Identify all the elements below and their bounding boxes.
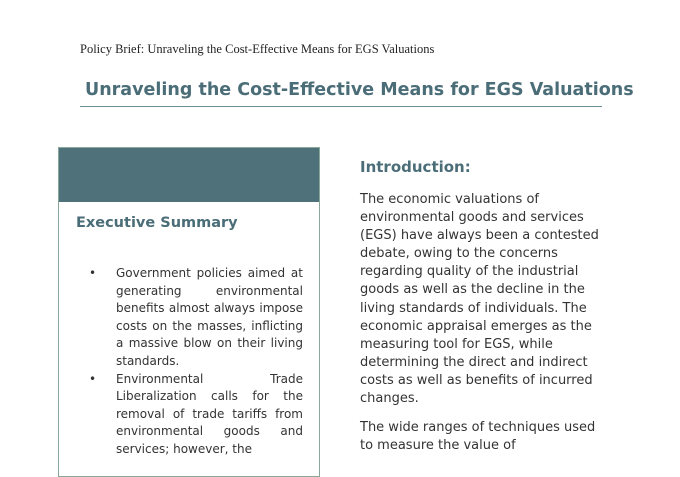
list-item bbox=[89, 265, 303, 371]
document-title: Unraveling the Cost-Effective Means for EGS Valuations bbox=[85, 80, 634, 100]
executive-summary-banner bbox=[59, 148, 319, 202]
executive-summary-heading: Executive Summary bbox=[76, 215, 238, 231]
introduction-heading: Introduction: bbox=[360, 158, 471, 176]
executive-summary-box bbox=[58, 147, 320, 477]
introduction-paragraph: The wide ranges of techniques used to measure the value of bbox=[360, 420, 596, 454]
introduction-paragraph: The economic valuations of environmental goods and services (EGS) have always been a contested debate, owing to the concerns regarding quality of the industrial goods as well as the decline in the living standards of individuals. The economic appraisal emerges as the measuring tool for EGS, while determining the direct and indirect costs as well as benefits of incurred changes. bbox=[360, 192, 599, 407]
running-header: Policy Brief: Unraveling the Cost-Effective Means for EGS Valuations bbox=[80, 42, 435, 56]
bullet-text: Environmental Trade Liberalization calls for the removal of trade tariffs from environmental goods and services; however, the bbox=[116, 371, 303, 456]
bullet-text: Government policies aimed at generating environmental benefits almost always impose costs on the masses, inflicting a massive blow on their living standards. bbox=[116, 266, 303, 368]
list-item bbox=[89, 371, 303, 459]
bullet-icon: • bbox=[89, 266, 97, 280]
executive-summary-list bbox=[89, 265, 303, 459]
introduction-body bbox=[360, 191, 608, 466]
title-underline bbox=[80, 106, 602, 107]
bullet-icon: • bbox=[89, 371, 97, 386]
